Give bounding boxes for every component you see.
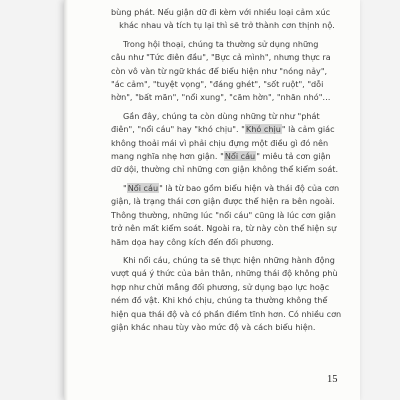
body-text [111,6,349,334]
text-line [111,222,349,235]
text-line [111,195,349,208]
text-segment: hờn", "bất mãn", "nổi xung", "căm hờn", "nhăn nhó"… [111,92,331,103]
highlighted-term: Nổi cáu [127,182,159,193]
paragraph [111,6,349,33]
text-line [111,65,349,78]
text-line [111,321,349,334]
highlighted-term: Nổi cáu [224,151,256,162]
text-line [111,254,349,267]
text-line [111,123,349,136]
page-number: 15 [327,374,338,385]
text-segment: " là từ bao gồm biểu hiện và thái độ của cơn [159,182,340,193]
text-line [111,78,349,91]
text-segment: giận, là trạng thái cơn giận được thể hiện ra bên ngoài. [111,196,335,207]
text-line [111,110,349,123]
text-segment: hăm dọa hay công kích đến đối phương. [111,236,274,247]
text-segment: Trong hội thoại, chúng ta thường sử dụng những [123,38,319,49]
text-line [111,182,349,195]
text-line [111,236,349,249]
text-segment: mang nghĩa nhẹ hơn giận. " [111,151,224,162]
text-line [111,209,349,222]
page-gutter-shadow [64,0,68,400]
text-line [111,294,349,307]
text-segment: điên", "nổi cáu" hay "khó chịu". " [111,124,245,135]
text-segment: Khi nổi cáu, chúng ta sẽ thực hiện những hành động [123,254,335,265]
text-segment: " miêu tả cơn giận [256,151,331,162]
text-line [111,150,349,163]
text-segment: " là cảm giác [281,124,335,135]
text-line [111,163,349,176]
text-line [111,38,349,51]
text-line [111,308,349,321]
paragraph [111,254,349,334]
text-segment: khác nhau và tích tụ lại thì sẽ trở thành cơn thịnh nộ. [119,20,335,31]
text-segment: còn vô vàn từ ngữ khác để biểu hiện như "nóng nảy", [111,65,328,76]
text-segment: Thông thường, những lúc "nổi cáu" cũng là lúc cơn giận [111,209,336,220]
text-segment: ném đồ vật. Khi khó chịu, chúng ta thường không thể [111,295,328,306]
text-line [111,281,349,294]
text-segment: "ác cảm", "tuyệt vọng", "đáng ghét", "sốt ruột", "dỗi [111,79,324,90]
highlighted-term: Khó chịu [245,124,281,135]
paragraph [111,38,349,105]
paragraph [111,110,349,177]
text-segment: trở nên mất kiểm soát. Ngoài ra, từ này còn thể hiện sự [111,223,337,234]
text-segment: hợp như chửi mắng đối phương, sử dụng bạo lực hoặc [111,281,330,292]
text-line [111,91,349,104]
text-segment: giận khác nhau tùy vào mức độ và cách biểu hiện. [111,321,316,332]
text-segment: vượt quá ý thức của bản thân, những thái độ không phù [111,268,338,279]
text-line [111,6,349,19]
text-line [111,51,349,64]
text-line [111,137,349,150]
paragraph [111,182,349,249]
text-segment: câu như "Tức điên đầu", "Bực cả mình", nhưng thực ra [111,52,331,63]
text-line [111,19,349,32]
text-segment: Gần đây, chúng ta còn dùng những từ như "phát [123,110,320,121]
text-segment: không thoải mái vì phải chịu đựng một điều gì đó nên [111,137,329,148]
text-segment: dữ dội, thường chỉ những cơn giận không thể kiểm soát. [111,164,339,175]
text-segment: bùng phát. Nếu giận dữ đi kèm với nhiều loại cảm xúc [111,7,331,17]
text-segment: " [123,182,127,193]
text-line [111,267,349,280]
text-segment: hiện qua thái độ và có phần điềm tĩnh hơn. Có nhiều cơn [111,308,342,319]
